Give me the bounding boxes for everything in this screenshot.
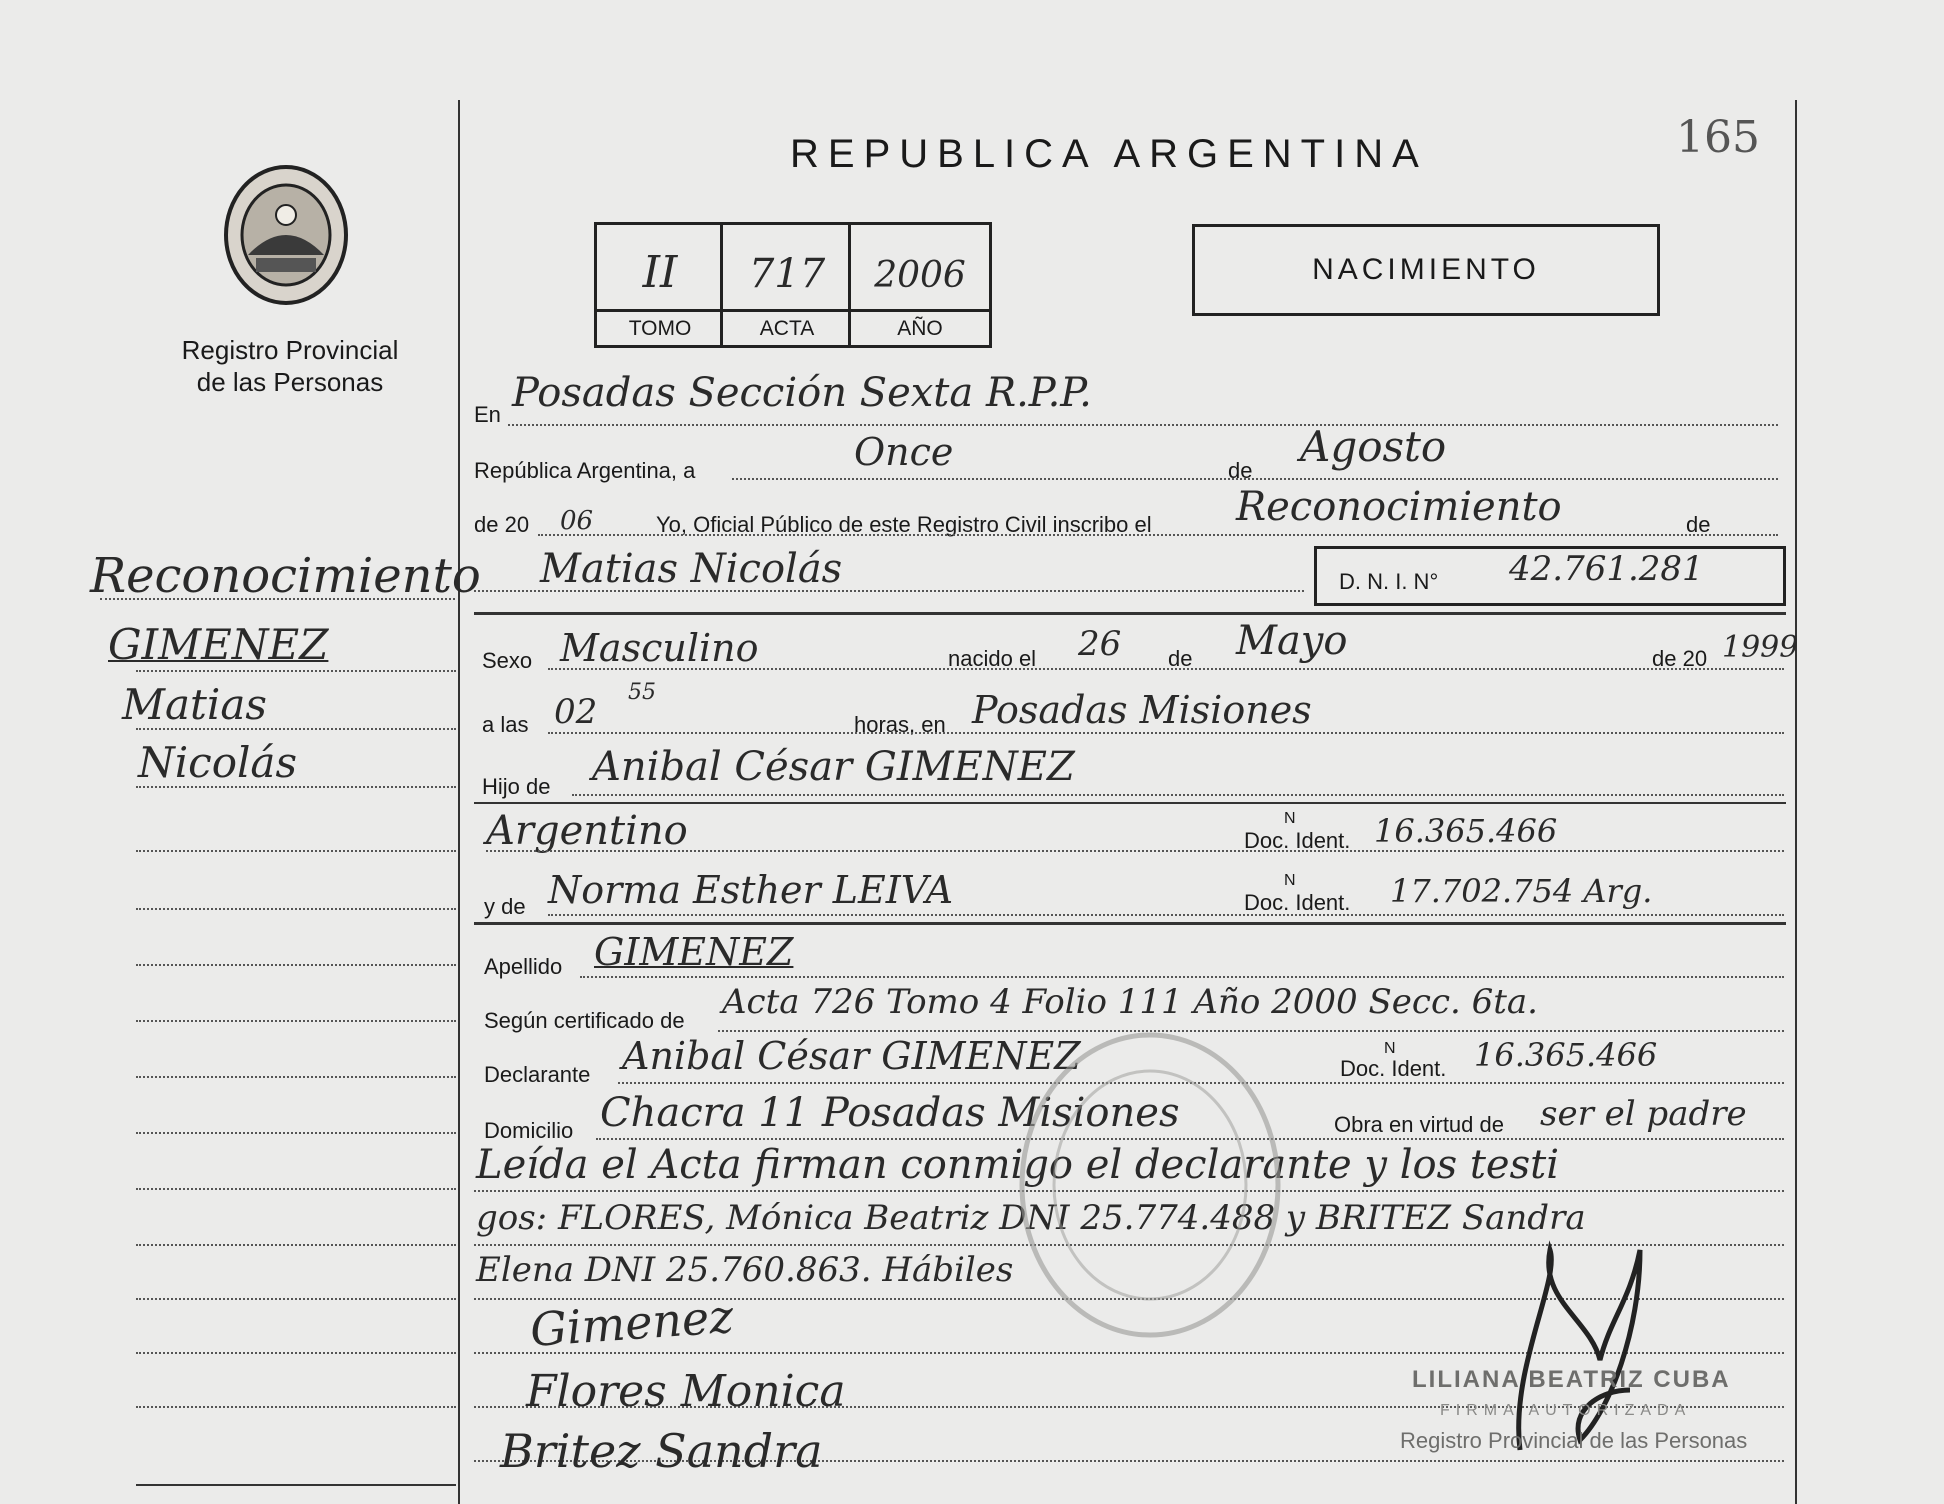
domicilio-label: Domicilio: [484, 1118, 574, 1143]
de-label: de: [1228, 458, 1253, 483]
section-divider-1: [474, 612, 1786, 615]
nac-de20-label: de 20: [1652, 646, 1708, 671]
margin-line: [136, 1132, 456, 1134]
madre-doc: 17.702.754 Arg.: [1390, 872, 1653, 910]
margin-line: [136, 1076, 456, 1078]
margin-note-surname: GIMENEZ: [108, 620, 329, 669]
margin-bottom-line: [136, 1484, 456, 1486]
anio-value-form: 06: [560, 506, 594, 536]
de-label2: de: [1686, 512, 1711, 537]
anio-label: AÑO: [897, 317, 943, 340]
signature-declarante: Gimenez: [528, 1288, 736, 1358]
margin-line: [136, 728, 456, 730]
margin-line: [136, 1188, 456, 1190]
leida-line-1: Leída el Acta firman conmigo el declarante y los testi: [476, 1142, 1559, 1188]
hora-value: 02: [554, 692, 598, 732]
page-title: REPUBLICA ARGENTINA: [790, 132, 1428, 176]
republica-label: República Argentina, a: [474, 458, 696, 483]
section-divider-2: [474, 922, 1786, 925]
lugar-value: Posadas Misiones: [972, 688, 1312, 732]
dni-box: [1314, 546, 1786, 606]
obra-value: ser el padre: [1540, 1094, 1747, 1134]
margin-note-name1: Matias: [122, 680, 267, 729]
margin-line: [136, 1298, 456, 1300]
obra-label: Obra en virtud de: [1334, 1112, 1504, 1137]
republica-line: [732, 478, 1778, 480]
apellido-value: GIMENEZ: [594, 930, 794, 974]
registry-line2: de las Personas: [196, 367, 384, 397]
margin-line: [100, 598, 455, 600]
dni-label: D. N. I. N°: [1339, 569, 1439, 594]
apellido-line: [580, 976, 1784, 978]
nac-de-label: de: [1168, 646, 1193, 671]
madre-doc-label: Doc. Ident.: [1244, 890, 1351, 915]
alas-line: [548, 732, 1784, 734]
document-type: NACIMIENTO: [1312, 253, 1540, 286]
margin-line: [136, 908, 456, 910]
margin-line: [136, 1352, 456, 1354]
right-border: [1795, 100, 1797, 1504]
padre-doc-n: N: [1284, 810, 1296, 827]
sexo-line: [548, 668, 1784, 670]
padre-divider: [474, 802, 1786, 804]
leida-line-2: gos: FLORES, Mónica Beatriz DNI 25.774.488 y BRITEZ Sandra: [476, 1198, 1586, 1238]
padre-doc: 16.365.466: [1374, 812, 1558, 850]
leida-line-3: Elena DNI 25.760.863. Hábiles: [476, 1250, 1014, 1290]
declarante-label: Declarante: [484, 1062, 591, 1087]
acta-value: 717: [748, 251, 826, 297]
provincial-seal-icon: [218, 160, 354, 310]
signature-testigo-2: Britez Sandra: [500, 1424, 823, 1478]
declarante-doc-label: Doc. Ident.: [1340, 1056, 1447, 1081]
madre-value: Norma Esther LEIVA: [548, 868, 954, 912]
official-name: LILIANA BEATRIZ CUBA: [1412, 1366, 1731, 1393]
acta-label: ACTA: [759, 317, 815, 340]
mes-value: Agosto: [1300, 422, 1447, 471]
margin-line: [136, 670, 456, 672]
margin-line: [136, 850, 456, 852]
declarante-value: Anibal César GIMENEZ: [622, 1034, 1081, 1078]
segun-value: Acta 726 Tomo 4 Folio 111 Año 2000 Secc. 6ta.: [722, 982, 1538, 1022]
apellido-label: Apellido: [484, 954, 563, 979]
margin-line: [136, 786, 456, 788]
sexo-value: Masculino: [560, 626, 759, 670]
anio-value: 2006: [874, 255, 966, 296]
document-type-box: [1192, 224, 1660, 316]
page-number: 165: [1676, 112, 1760, 163]
en-value: Posadas Sección Sexta R.P.P.: [512, 370, 1092, 416]
tomo-value: II: [642, 247, 678, 298]
dni-value: 42.761.281: [1509, 549, 1704, 589]
nac-dia: 26: [1078, 624, 1122, 664]
yde-label: y de: [484, 894, 526, 919]
segun-label: Según certificado de: [484, 1008, 685, 1033]
padre-doc-line: [486, 850, 1784, 852]
domicilio-value: Chacra 11 Posadas Misiones: [600, 1090, 1180, 1136]
yde-line: [548, 914, 1784, 916]
nacido-label: nacido el: [948, 646, 1037, 671]
margin-note-name2: Nicolás: [138, 738, 298, 787]
padre-nacionalidad: Argentino: [486, 808, 688, 854]
margin-line: [136, 1020, 456, 1022]
margin-line: [136, 964, 456, 966]
de20-line: [538, 534, 1778, 536]
registry-line1: Registro Provincial: [181, 335, 399, 365]
nombre-line: [474, 590, 1304, 592]
padre-doc-label: Doc. Ident.: [1244, 828, 1351, 853]
margin-line: [136, 1244, 456, 1246]
official-stamp-icon: [1010, 1020, 1290, 1350]
madre-doc-n: N: [1284, 872, 1296, 889]
sexo-label: Sexo: [482, 648, 533, 673]
official-org: Registro Provincial de las Personas: [1400, 1428, 1748, 1453]
margin-note-title: Reconocimiento: [90, 548, 481, 604]
declarante-doc: 16.365.466: [1474, 1036, 1658, 1074]
nombre-value: Matias Nicolás: [540, 546, 843, 592]
nac-mes: Mayo: [1236, 618, 1348, 664]
declarante-doc-n: N: [1384, 1040, 1396, 1057]
record-number-box: [594, 222, 992, 348]
hijo-label: Hijo de: [482, 774, 551, 799]
en-label: En: [474, 402, 501, 427]
acto-value: Reconocimiento: [1236, 484, 1562, 530]
tomo-label: TOMO: [628, 317, 692, 340]
padre-value: Anibal César GIMENEZ: [592, 744, 1075, 790]
alas-label: a las: [482, 712, 529, 737]
hijo-line: [572, 794, 1784, 796]
signature-testigo-1: Flores Monica: [526, 1366, 846, 1417]
en-line: [508, 424, 1778, 426]
dia-value: Once: [854, 430, 954, 474]
min-value: 55: [628, 680, 656, 705]
official-role: FIRMA AUTORIZADA: [1440, 1402, 1692, 1419]
left-column-divider: [458, 100, 460, 1504]
horas-label: horas, en: [854, 712, 946, 737]
de20-label: de 20: [474, 512, 530, 537]
nac-anio: 1999: [1722, 630, 1799, 665]
registry-name: [150, 334, 430, 398]
margin-line: [136, 1406, 456, 1408]
oficial-label: Yo, Oficial Público de este Registro Civil inscribo el: [656, 512, 1152, 537]
